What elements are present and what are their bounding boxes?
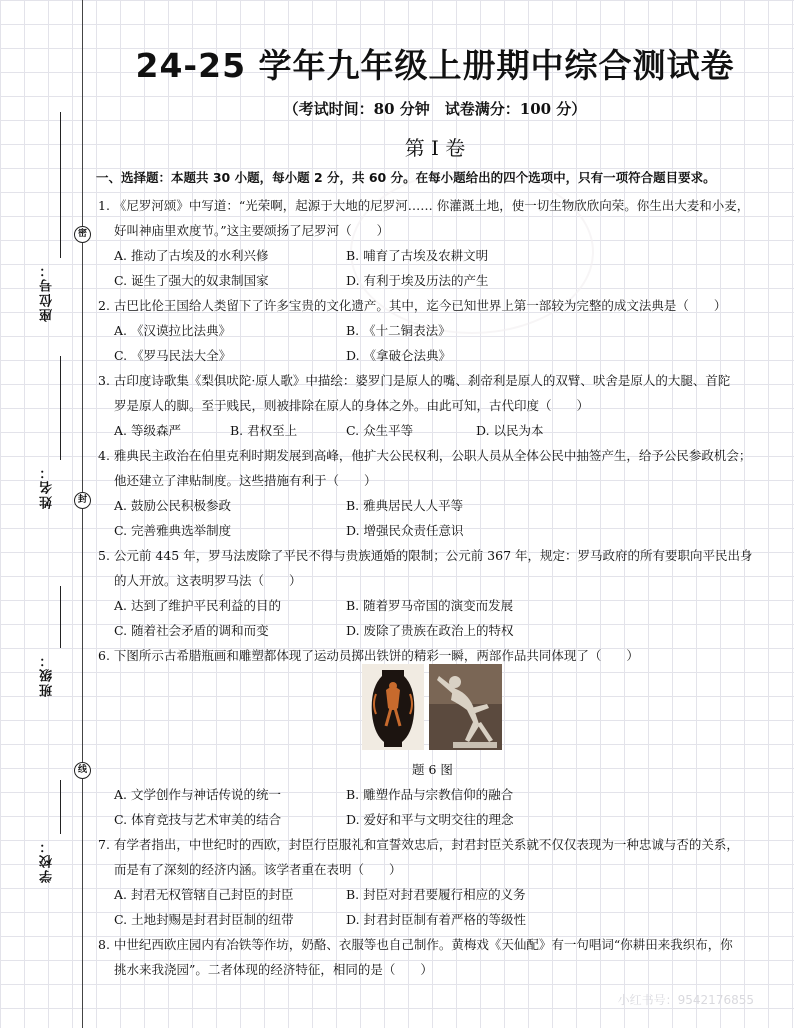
binding-line bbox=[82, 0, 83, 1028]
q7-option-a: A. 封君无权管辖自己封臣的封臣 bbox=[114, 887, 294, 902]
q3-option-b: B. 君权至上 bbox=[230, 423, 298, 438]
q1-stem-1: 1. 《尼罗河颂》中写道：“光荣啊，起源于大地的尼罗河…… 你灌溉土地，使一切生物欣欣向荣。你生出大麦和小麦， bbox=[98, 198, 750, 213]
q4-option-b: B. 雅典居民人人平等 bbox=[346, 498, 464, 513]
discobolus-statue-image bbox=[429, 664, 502, 750]
q5-stem-1: 5. 公元前 445 年，罗马法废除了平民不得与贵族通婚的限制；公元前 367 年，规定：罗马政府的所有要职向平民出身 bbox=[98, 548, 753, 563]
q6-option-d: D. 爱好和平与文明交往的理念 bbox=[346, 812, 514, 827]
q5-option-c: C. 随着社会矛盾的调和而变 bbox=[114, 623, 269, 638]
q7-option-c: C. 土地封赐是封君封臣制的纽带 bbox=[114, 912, 294, 927]
q4-option-a: A. 鼓励公民积极参政 bbox=[114, 498, 231, 513]
q4-stem-1: 4. 雅典民主政治在伯里克利时期发展到高峰，他扩大公民权利，公职人员从全体公民中抽签产生，给予公民参政机会； bbox=[98, 448, 752, 463]
q1-stem-2: 好叫神庙里欢度节。”这主要颂扬了尼罗河（ ） bbox=[114, 223, 390, 238]
section-heading: 一、选择题：本题共 30 小题，每小题 2 分，共 60 分。在每小题给出的四个选项中，只有一项符合题目要求。 bbox=[96, 170, 716, 185]
class-label: 班级： bbox=[40, 652, 55, 697]
q7-stem-2: 而是有了深刻的经济内涵。该学者重在表明（ ） bbox=[114, 862, 402, 877]
q2-option-d: D. 《拿破仑法典》 bbox=[346, 348, 452, 363]
class-line bbox=[60, 586, 61, 648]
q5-option-b: B. 随着罗马帝国的演变而发展 bbox=[346, 598, 514, 613]
q7-option-b: B. 封臣对封君要履行相应的义务 bbox=[346, 887, 526, 902]
q4-option-c: C. 完善雅典选举制度 bbox=[114, 523, 232, 538]
watermark-text: 小红书号：9542176855 bbox=[617, 993, 754, 1007]
figure-caption: 题 6 图 bbox=[412, 762, 453, 777]
school-line bbox=[60, 780, 61, 834]
binding-margin bbox=[0, 0, 86, 1028]
q2-stem: 2. 古巴比伦王国给人类留下了许多宝贵的文化遗产。其中，迄今已知世界上第一部较为完整的成文法典是（ ） bbox=[98, 298, 727, 313]
exam-title: 24-25 学年九年级上册期中综合测试卷 bbox=[135, 46, 735, 85]
name-line bbox=[60, 356, 61, 460]
q4-stem-2: 他还建立了津贴制度。这些措施有利于（ ） bbox=[114, 473, 377, 488]
volume-heading: 第 I 卷 bbox=[404, 136, 466, 160]
q3-stem-2: 罗是原人的脚。至于贱民，则被排除在原人的身体之外。由此可知，古代印度（ ） bbox=[114, 398, 590, 413]
q8-stem-1: 8. 中世纪西欧庄园内有冶铁等作坊，奶酪、衣服等也自己制作。黄梅戏《天仙配》有一句唱词“你耕田来我织布，你 bbox=[98, 937, 733, 952]
q1-option-a: A. 推动了古埃及的水利兴修 bbox=[114, 248, 269, 263]
q2-option-b: B. 《十二铜表法》 bbox=[346, 323, 451, 338]
seal-feng: 封 bbox=[74, 492, 91, 509]
q3-option-d: D. 以民为本 bbox=[476, 423, 544, 438]
school-label: 学校： bbox=[40, 838, 55, 883]
q3-option-a: A. 等级森严 bbox=[114, 423, 181, 438]
q4-option-d: D. 增强民众责任意识 bbox=[346, 523, 464, 538]
q8-stem-2: 挑水来我浇园”。二者体现的经济特征，相同的是（ ） bbox=[114, 962, 433, 977]
name-label: 姓名： bbox=[40, 464, 55, 509]
q1-option-b: B. 哺育了古埃及农耕文明 bbox=[346, 248, 489, 263]
q5-option-d: D. 废除了贵族在政治上的特权 bbox=[346, 623, 514, 638]
q6-option-c: C. 体育竞技与艺术审美的结合 bbox=[114, 812, 282, 827]
greek-vase-image bbox=[362, 664, 424, 750]
seal-mi: 密 bbox=[74, 226, 91, 243]
q1-option-d: D. 有利于埃及历法的产生 bbox=[346, 273, 489, 288]
q1-option-c: C. 诞生了强大的奴隶制国家 bbox=[114, 273, 269, 288]
q3-stem-1: 3. 古印度诗歌集《梨俱吠陀·原人歌》中描绘：婆罗门是原人的嘴、刹帝利是原人的双臂、吠舍是原人的大腿、首陀 bbox=[98, 373, 731, 388]
seal-xian: 线 bbox=[74, 762, 91, 779]
seat-line bbox=[60, 112, 61, 258]
q6-option-a: A. 文学创作与神话传说的统一 bbox=[114, 787, 281, 802]
q6-stem: 6. 下图所示古希腊瓶画和雕塑都体现了运动员掷出铁饼的精彩一瞬，两部作品共同体现了（ ） bbox=[98, 648, 639, 663]
q2-option-c: C. 《罗马民法大全》 bbox=[114, 348, 232, 363]
q7-option-d: D. 封君封臣制有着严格的等级性 bbox=[346, 912, 527, 927]
q2-option-a: A. 《汉谟拉比法典》 bbox=[114, 323, 231, 338]
q5-stem-2: 的人开放。这表明罗马法（ ） bbox=[114, 573, 302, 588]
q5-option-a: A. 达到了维护平民利益的目的 bbox=[114, 598, 281, 613]
q6-option-b: B. 雕塑作品与宗教信仰的融合 bbox=[346, 787, 514, 802]
q7-stem-1: 7. 有学者指出，中世纪时的西欧，封臣行臣服礼和宣誓效忠后，封君封臣关系就不仅仅表现为一种忠诚与否的关系， bbox=[98, 837, 739, 852]
q6-figure bbox=[362, 664, 502, 750]
seat-label: 座位号： bbox=[40, 262, 55, 322]
exam-subtitle: （考试时间：80 分钟 试卷满分：100 分） bbox=[283, 100, 587, 118]
q3-option-c: C. 众生平等 bbox=[346, 423, 414, 438]
